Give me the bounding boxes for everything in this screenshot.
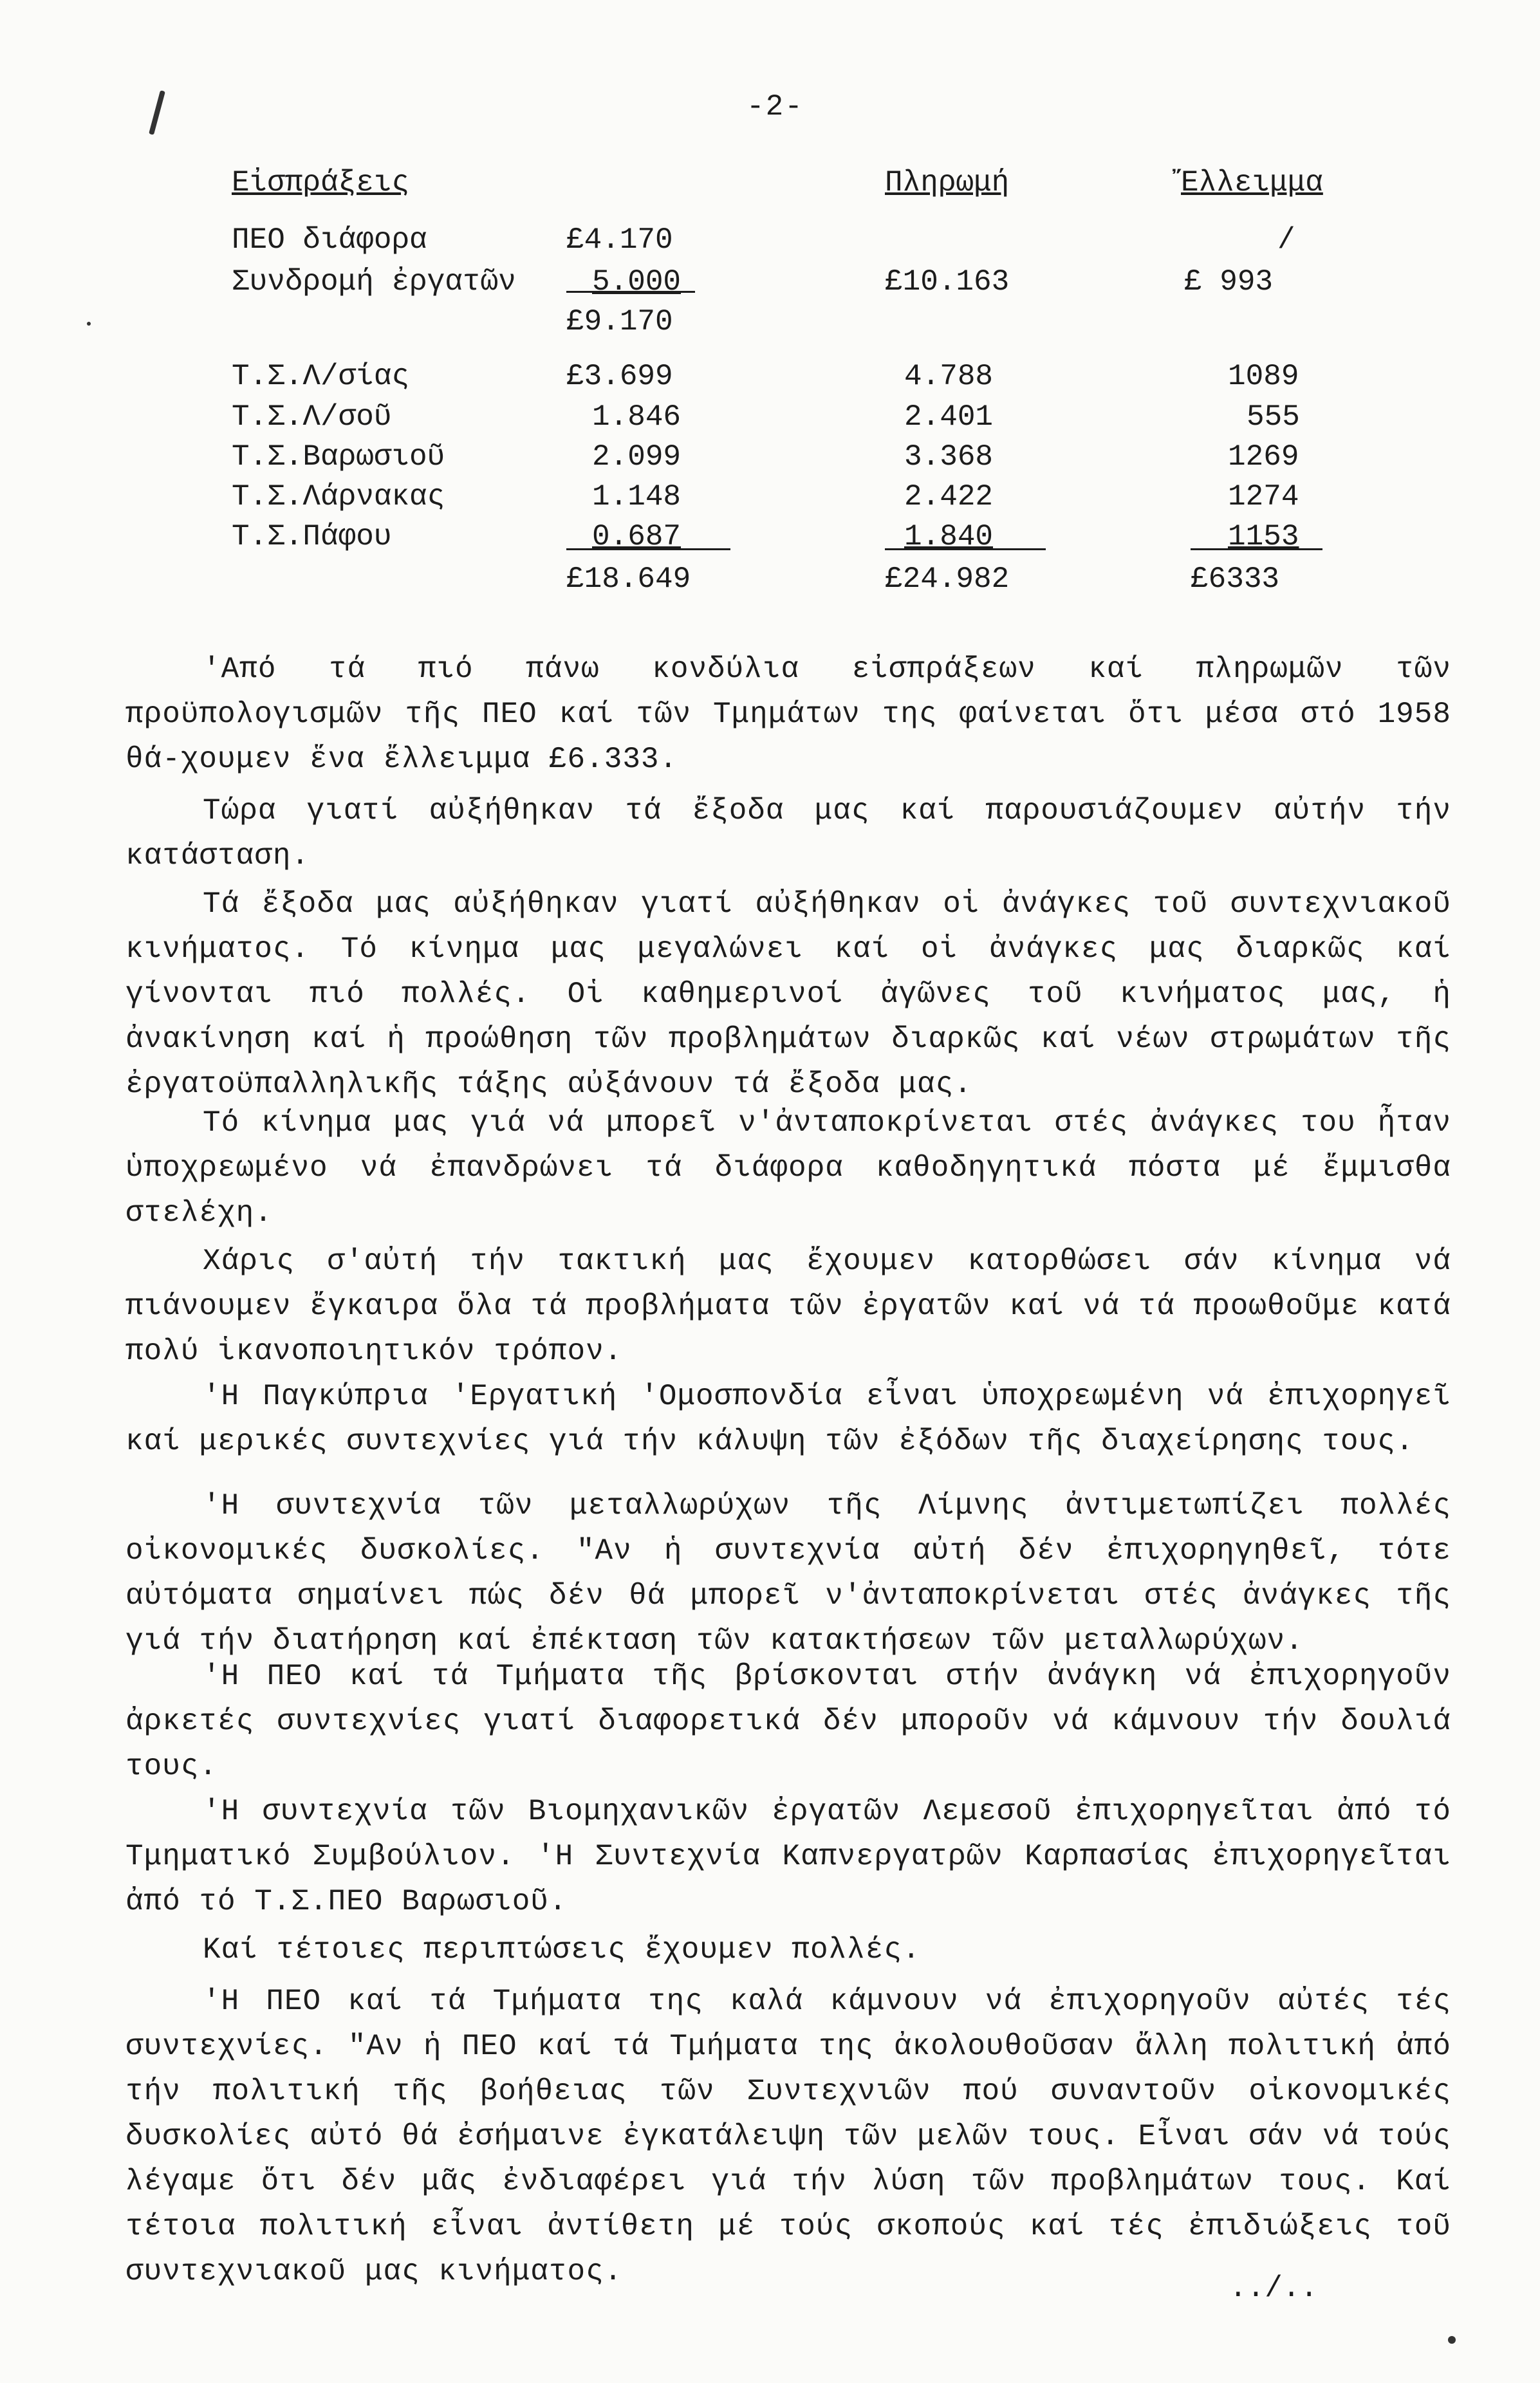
branch-income: 0.687 (592, 520, 682, 553)
branch-deficit: 555 (1247, 400, 1300, 434)
row-deficit: £ 993 (1184, 265, 1274, 299)
paragraph (125, 1100, 1451, 1236)
paragraph (125, 1483, 1451, 1664)
paragraph (125, 1789, 1451, 1924)
branch-income: 1.148 (592, 480, 682, 514)
branch-deficit: 1089 (1228, 360, 1299, 393)
scan-speck (87, 322, 91, 326)
row-income: £4.170 (566, 223, 673, 257)
scan-speck (1448, 2336, 1456, 2344)
branch-label: Τ.Σ.Λ/σίας (232, 360, 410, 393)
paragraph-text: Τώρα γιατί αὐξήθηκαν τά ἔξοδα μας καί παρουσιάζουμεν αὐτήν τήν κατάσταση. (125, 794, 1451, 873)
paragraph (125, 788, 1451, 878)
paragraph (125, 647, 1451, 782)
paragraph (125, 882, 1451, 1107)
total-payment: £24.982 (885, 562, 1010, 596)
paragraph-text: 'Από τά πιό πάνω κονδύλια εἰσπράξεων καί πληρωμῶν τῶν προϋπολογισμῶν τῆς ΠΕΟ καί τῶν Τμημάτων της φαίνεται ὅτι μέσα στό 1958 θά-χουμεν ἕνα ἔλλειμμα £6.333. (125, 653, 1451, 776)
branch-label: Τ.Σ.Λάρνακας (232, 480, 445, 514)
row-income-subtotal: £9.170 (566, 305, 673, 338)
branch-label: Τ.Σ.Βαρωσιοῦ (232, 440, 445, 474)
total-deficit: £6333 (1191, 562, 1280, 596)
paragraph-text: 'Η Παγκύπρια 'Εργατική 'Ομοσπονδία εἶναι ὑποχρεωμένη νά ἐπιχορηγεῖ καί μερικές συντεχνίες γιά τήν κάλυψη τῶν ἐξόδων τῆς διαχείρησης τους. (125, 1380, 1451, 1458)
branch-deficit: 1274 (1228, 480, 1299, 514)
scan-mark (149, 90, 165, 135)
branch-payment: 1.840 (904, 520, 994, 553)
paragraph-text: Τά ἔξοδα μας αὐξήθηκαν γιατί αὐξήθηκαν οἱ ἀνάγκες τοῦ συντεχνιακοῦ κινήματος. Τό κίνημα μας μεγαλώνει καί οἱ ἀνάγκες μας διαρκῶς καί γίνονται πιό πολλές. Οἱ καθημερινοί ἀγῶνες τοῦ κινήματος μας, ἡ ἀνακίνηση καί ἡ προώθηση τῶν προβλημάτων διαρκῶς καί νέων στρωμάτων τῆς ἐργατοϋπαλληλικῆς τάξης αὐξάνουν τά ἔξοδα μας. (125, 887, 1451, 1101)
rule-line (885, 548, 1046, 550)
paragraph-text: 'Η συντεχνία τῶν Βιομηχανικῶν ἐργατῶν Λεμεσοῦ ἐπιχορηγεῖται ἀπό τό Τμηματικό Συμβούλιον. 'Η Συντεχνία Καπνεργατρῶν Καρπασίας ἐπιχορηγεῖται ἀπό τό Τ.Σ.ΠΕΟ Βαρωσιοῦ. (125, 1795, 1451, 1918)
paragraph-text: Τό κίνημα μας γιά νά μπορεῖ ν'ἀνταποκρίνεται στές ἀνάγκες του ἦταν ὑποχρεωμένο νά ἐπανδρώνει τά διάφορα καθοδηγητικά πόστα μέ ἔμμισθα στελέχη. (125, 1106, 1451, 1230)
paragraph (125, 1927, 1451, 1972)
paragraph-text: 'Η συντεχνία τῶν μεταλλωρύχων τῆς Λίμνης ἀντιμετωπίζει πολλές οἰκονομικές δυσκολίες. "Αν ἡ συντεχνία αὐτή δέν ἐπιχορηγηθεῖ, τότε αὐτόματα σημαίνει πώς δέν θά μπορεῖ ν'ἀνταποκρίνεται στές ἀνάγκες τῆς γιά τήν διατήρηση καί ἐπέκταση τῶν κατακτήσεων τῶν μεταλλωρύχων. (125, 1489, 1451, 1658)
paragraph-text: 'Η ΠΕΟ καί τά Τμήματα τῆς βρίσκονται στήν ἀνάγκη νά ἐπιχορηγοῦν ἀρκετές συντεχνίες γιατί διαφορετικά δέν μποροῦν νά κάμνουν τήν δουλιά τους. (125, 1660, 1451, 1783)
paragraph-text: Καί τέτοιες περιπτώσεις ἔχουμεν πολλές. (203, 1933, 921, 1967)
header-deficit: Ἔλλειμμα (1181, 166, 1323, 199)
total-income: £18.649 (566, 562, 691, 596)
rule-line (566, 548, 730, 550)
paragraph (125, 1374, 1451, 1464)
row-label: ΠΕΟ διάφορα (232, 223, 427, 257)
branch-deficit: 1153 (1228, 520, 1299, 553)
branch-payment: 3.368 (904, 440, 994, 474)
paragraph-text: 'Η ΠΕΟ καί τά Τμήματα της καλά κάμνουν νά ἐπιχορηγοῦν αὐτές τές συντεχνίες. "Αν ἡ ΠΕΟ καί τά Τμήματα της ἀκολουθοῦσαν ἄλλη πολιτική ἀπό τήν πολιτική τῆς βοήθειας τῶν Συντεχνιῶν πού συναντοῦν οἰκονομικές δυσκολίες αὐτό θά ἐσήμαινε ἐγκατάλειψη τῶν μελῶν τους. Εἶναι σάν νά τούς λέγαμε ὅτι δέν μᾶς ἐνδιαφέρει γιά τήν λύση τῶν προβλημάτων τους. Καί τέτοια πολιτική εἶναι ἀντίθετη μέ τούς σκοπούς καί τές ἐπιδιώξεις τοῦ συντεχνιακοῦ μας κινήματος. (125, 1985, 1451, 2288)
branch-deficit: 1269 (1228, 440, 1299, 474)
paragraph (125, 1979, 1451, 2294)
branch-payment: 4.788 (904, 360, 994, 393)
branch-payment: 2.422 (904, 480, 994, 514)
header-income: Εἰσπράξεις (232, 166, 410, 199)
paragraph (125, 1239, 1451, 1374)
branch-label: Τ.Σ.Λ/σοῦ (232, 400, 392, 434)
row-payment: £10.163 (885, 265, 1010, 299)
branch-income: 1.846 (592, 400, 682, 434)
rule-line (1191, 548, 1322, 550)
row-income: 5.000 (592, 265, 682, 299)
page-number: -2- (747, 90, 804, 124)
row-label: Συνδρομή ἐργατῶν (232, 265, 516, 299)
branch-income: 2.099 (592, 440, 682, 474)
rule-line (566, 291, 695, 293)
branch-payment: 2.401 (904, 400, 994, 434)
branch-income: £3.699 (566, 360, 673, 393)
header-payment: Πληρωμή (885, 166, 1010, 199)
paragraph (125, 1654, 1451, 1789)
continuation-mark: ../.. (1229, 2272, 1319, 2305)
branch-label: Τ.Σ.Πάφου (232, 520, 392, 553)
paragraph-text: Χάρις σ'αὐτή τήν τακτική μας ἔχουμεν κατορθώσει σάν κίνημα νά πιάνουμεν ἔγκαιρα ὅλα τά προβλήματα τῶν ἐργατῶν καί νά τά προωθοῦμε κατά πολύ ἱκανοποιητικόν τρόπον. (125, 1245, 1451, 1368)
row-deficit: / (1277, 223, 1295, 257)
